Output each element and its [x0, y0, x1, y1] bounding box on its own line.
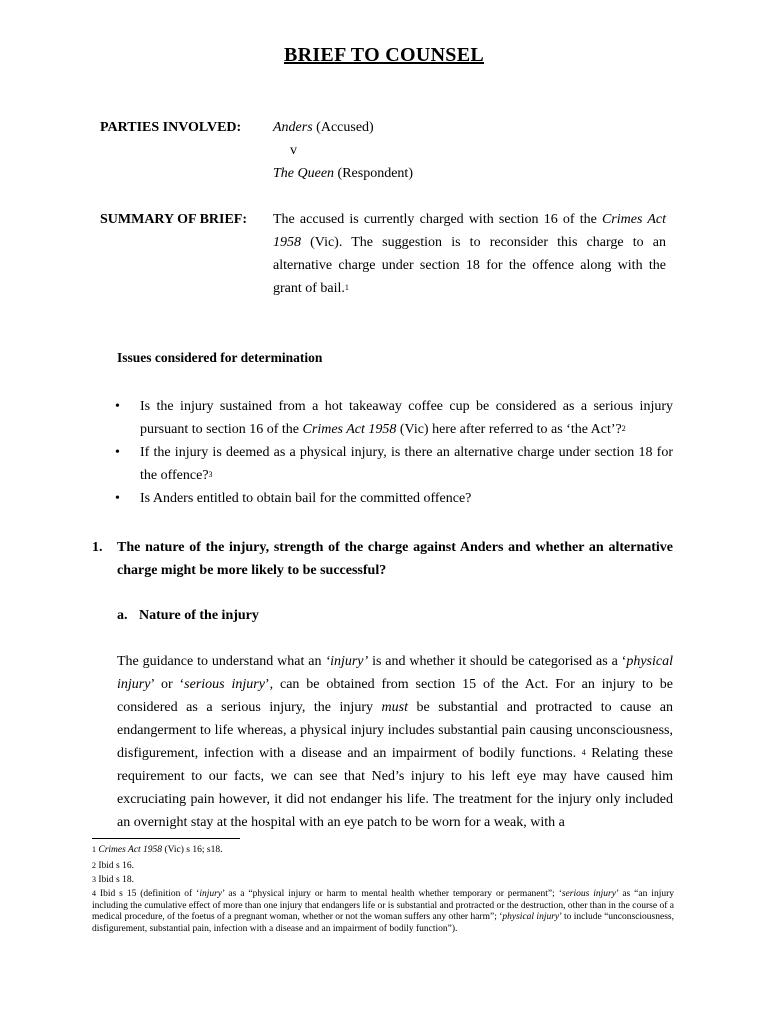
footnote-ref[interactable]: 3 [208, 470, 213, 479]
party2-role: (Respondent) [337, 166, 413, 181]
bullet-icon: • [115, 491, 120, 506]
footnote-ref[interactable]: 1 [344, 283, 349, 292]
bullet-icon: • [115, 445, 120, 460]
party-accused [273, 116, 374, 139]
party1-role: (Accused) [316, 120, 374, 135]
subsection-label: a. [117, 608, 128, 623]
footnote-ref[interactable]: 2 [621, 424, 626, 433]
subsection-heading: Nature of the injury [139, 608, 259, 623]
versus: v [290, 143, 297, 158]
summary-label: SUMMARY OF BRIEF: [100, 212, 248, 227]
party2-name: The Queen [273, 166, 335, 181]
act-citation: Crimes Act 1958 [273, 212, 666, 250]
footnote-4: $^4$ Ibid s 15 (definition of ‘injury’ as a “physical injury or harm to mental health whether temporary or permanent”; ‘serious injury’ as “an injury including the cumulative effect of more than one injury that endangers life or is substantial and protracted or the destruction, other than in the course of a medical procedure, of the foetus of a pregnant woman, whether or not the woman suffers any other harm”; ‘physical injury’ to include “unconsciousness, disfigurement, substantial pain, infection with a disease and an impairment of bodily function”). [92, 889, 674, 934]
footnote-divider [92, 838, 240, 839]
section-heading: The nature of the injury, strength of the charge against Anders and whether an alternative charge might be more likely to be successful? [117, 540, 673, 578]
summary-text: The accused is currently charged with section 16 of the Crimes Act 1958 (Vic). The suggestion is to reconsider this charge to an alternative charge under section 18 for the offence along with the grant of bail.$^1$ [273, 212, 666, 296]
parties-label: PARTIES INVOLVED: [100, 120, 242, 135]
footnote-3: $^3$ Ibid s 18. [92, 875, 134, 885]
footnote-ref[interactable]: 4 [581, 748, 586, 757]
document-title: BRIEF TO COUNSEL [283, 44, 485, 66]
list-item: • If the injury is deemed as a physical injury, is there an alternative charge under section 18 for the offence?$^3$ [115, 441, 673, 487]
list-item: • Is Anders entitled to obtain bail for the committed offence? [115, 487, 673, 510]
section-number: 1. [92, 540, 103, 555]
party-respondent [273, 162, 413, 185]
party1-name: Anders [273, 120, 313, 135]
issues-list [115, 395, 673, 510]
issues-heading: Issues considered for determination [117, 350, 323, 365]
footnote-2: $^2$ Ibid s 16. [92, 861, 134, 871]
footnote-1: $^1$ Crimes Act 1958 (Vic) s 16; s18. [92, 845, 223, 855]
body-paragraph: The guidance to understand what an ‘injury’ is and whether it should be categorised as a ‘physical injury’ or ‘serious injury’, can be obtained from section 15 of the Act. For an injury to be considered as a serious injury, the injury must be substantial and protracted to cause an endangerment to life whereas, a physical injury includes substantial pain causing unconsciousness, disfigurement, infection with a disease and an impairment of bodily functions. $^4$ Relating these requirement to our facts, we can see that Ned’s injury to his left eye may have caused him excruciating pain however, it did not endanger his life. The treatment for the injury only included an overnight stay at the hospital with an eye patch to be worn for a weak, with a [117, 654, 674, 830]
bullet-icon: • [115, 399, 120, 414]
list-item: • Is the injury sustained from a hot takeaway coffee cup be considered as a serious injury pursuant to section 16 of the Crimes Act 1958 (Vic) here after referred to as ‘the Act’?$^2$ [115, 395, 673, 441]
